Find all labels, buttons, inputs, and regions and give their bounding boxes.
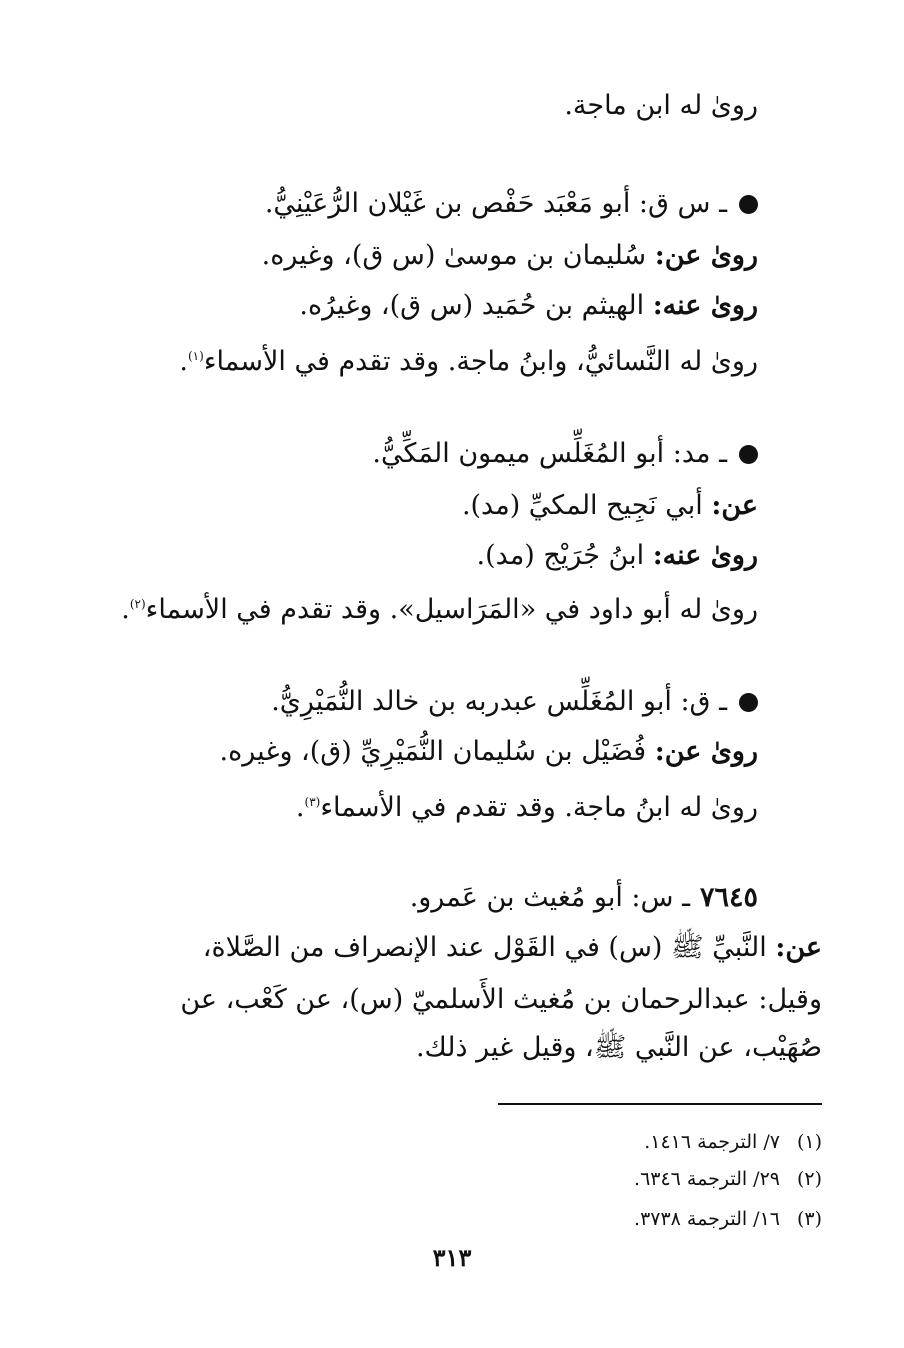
page-number: ٣١٣ (432, 1243, 472, 1272)
narrated-by-text: ابنُ جُرَيْج (مد). (476, 540, 645, 571)
narrated-from-line (462, 488, 758, 524)
bullet-icon (739, 445, 758, 464)
line-text: وقيل: عبدالرحمان بن مُغيث الأَسلميّ (س)، عن كَعْب، عن (180, 984, 822, 1015)
narrated-by-label: روىٰ عنه: (652, 290, 758, 321)
entry-heading (410, 880, 758, 916)
footnote (634, 1166, 822, 1192)
line-end: . (295, 792, 305, 823)
bullet-icon (739, 195, 758, 214)
footnote-text: ٧/ الترجمة ١٤١٦. (644, 1131, 780, 1153)
transmitted-line (121, 586, 758, 628)
entry-heading (271, 684, 758, 720)
footnote-text: ١٦/ الترجمة ٣٧٣٨. (634, 1208, 780, 1230)
footnote (644, 1129, 822, 1155)
text-line (564, 88, 758, 124)
transmitted-text: روىٰ له أبو داود في «المَرَاسيل». وقد تقدم في الأسماء (145, 594, 758, 625)
narrated-from-label: عن: (711, 490, 758, 521)
footnote-reference: (٢) (129, 597, 146, 611)
entry-heading (265, 186, 758, 222)
footnote-mark: (١) (796, 1131, 822, 1153)
footnote-mark: (٣) (796, 1208, 822, 1230)
narrated-by-text: الهيثم بن حُمَيد (س ق)، وغيرُه. (299, 290, 645, 321)
narrated-from-line (220, 734, 758, 770)
transmitted-line (296, 784, 758, 826)
narrated-by-line (477, 538, 758, 574)
transmitted-line (179, 338, 758, 380)
entry-heading-text: ـ ق: أبو المُغَلِّس عبدربه بن خالد النُّمَيْرِيُّ. (271, 686, 727, 717)
line-text: روىٰ له ابن ماجة. (564, 90, 758, 121)
entry-number: ٧٦٤٥ (699, 882, 758, 913)
entry-heading-text: ـ مد: أبو المُغَلِّس ميمون المَكِّيُّ. (372, 438, 727, 469)
footnote-mark: (٢) (796, 1168, 822, 1190)
narrated-by-label: روىٰ عنه: (652, 540, 758, 571)
entry-heading-text: ـ س: أبو مُغيث بن عَمرو. (409, 882, 690, 913)
narrated-from-label: روىٰ عن: (654, 736, 758, 767)
line-end: . (179, 346, 188, 377)
entry-heading (372, 436, 758, 472)
transmitted-text: روىٰ له النَّسائيُّ، وابنُ ماجة. وقد تقدم في الأسماء (203, 346, 758, 377)
narrated-from-text: النَّبيِّ ﷺ (س) في القَوْل عند الإنصراف من الصَّلاة، (202, 932, 767, 963)
entry-heading-text: ـ س ق: أبو مَعْبَد حَفْص بن غَيْلان الرُّعَيْنِيُّ. (264, 188, 727, 219)
line-end: . (121, 594, 130, 625)
line-text: صُهَيْب، عن النَّبي ﷺ، وقيل غير ذلك. (415, 1032, 822, 1063)
footnote-reference: (٣) (304, 795, 321, 809)
narrated-from-text: أبي نَجِيح المكيِّ (مد). (461, 490, 703, 521)
narrated-by-line (299, 288, 758, 324)
narrated-from-line (262, 238, 758, 274)
text-line (82, 1030, 822, 1066)
footnote-divider (498, 1103, 822, 1105)
footnote-reference: (١) (187, 349, 204, 363)
bullet-icon (739, 693, 758, 712)
transmitted-text: روىٰ له ابنُ ماجة. وقد تقدم في الأسماء (320, 792, 758, 823)
narrated-from-text: فُضَيْل بن سُليمان النُّمَيْرِيِّ (ق)، وغيره. (219, 736, 647, 767)
narrated-from-text: سُليمان بن موسىٰ (س ق)، وغيره. (261, 240, 647, 271)
narrated-from-line (82, 930, 822, 966)
footnote-text: ٢٩/ الترجمة ٦٣٤٦. (634, 1168, 780, 1190)
narrated-from-label: روىٰ عن: (654, 240, 758, 271)
footnote (634, 1206, 822, 1232)
text-line (82, 982, 822, 1018)
narrated-from-label: عن: (775, 932, 822, 963)
